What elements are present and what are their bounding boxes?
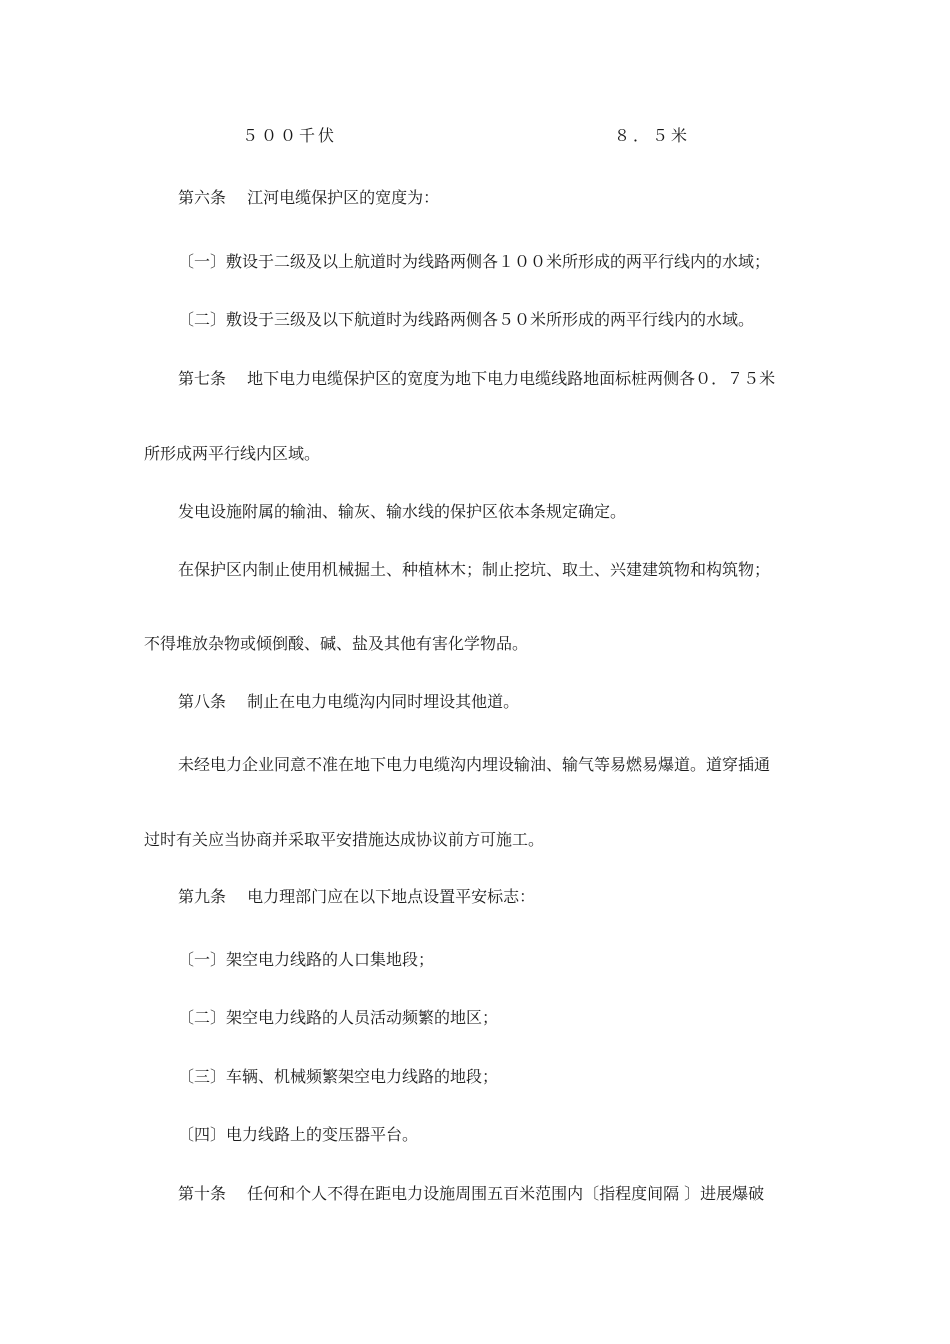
article-9-heading: 第九条 电力理部门应在以下地点设置平安标志： — [178, 887, 536, 906]
article-9-item-2: 〔二〕架空电力线路的人员活动频繁的地区； — [178, 1008, 499, 1027]
table-cell-voltage: ５００千伏 — [242, 126, 338, 145]
article-7-paragraph-3-line-2: 不得堆放杂物或倾倒酸、碱、盐及其他有害化学物品。 — [144, 634, 529, 653]
table-cell-distance: ８．５米 — [614, 126, 691, 145]
article-6-heading: 第六条 江河电缆保护区的宽度为： — [178, 188, 440, 207]
article-7-paragraph-2: 发电设施附属的输油、输灰、输水线的保护区依本条规定确定。 — [178, 502, 627, 521]
article-7-paragraph-3-line-1: 在保护区内制止使用机械掘土、种植林木；制止挖坑、取土、兴建建筑物和构筑物； — [178, 560, 771, 579]
article-9-item-3: 〔三〕车辆、机械频繁架空电力线路的地段； — [178, 1067, 499, 1086]
article-9-item-4: 〔四〕电力线路上的变压器平台。 — [178, 1125, 419, 1144]
article-6-item-2: 〔二〕敷设于三级及以下航道时为线路两侧各５０米所形成的两平行线内的水域。 — [178, 310, 755, 329]
article-6-item-1: 〔一〕敷设于二级及以上航道时为线路两侧各１００米所形成的两平行线内的水域； — [178, 252, 771, 271]
article-10-line-1: 第十条 任何和个人不得在距电力设施周围五百米范围内〔指程度间隔 〕进展爆破 — [178, 1184, 765, 1203]
article-8-paragraph-2-line-2: 过时有关应当协商并采取平安措施达成协议前方可施工。 — [144, 830, 545, 849]
article-7-line-2: 所形成两平行线内区域。 — [144, 444, 321, 463]
article-8-paragraph-2-line-1: 未经电力企业同意不准在地下电力电缆沟内埋设输油、输气等易燃易爆道。道穿插通 — [178, 755, 771, 774]
article-9-item-1: 〔一〕架空电力线路的人口集地段； — [178, 950, 435, 969]
article-7-line-1: 第七条 地下电力电缆保护区的宽度为地下电力电缆线路地面标桩两侧各０．７５米 — [178, 369, 776, 388]
article-8-heading: 第八条 制止在电力电缆沟内同时埋设其他道。 — [178, 692, 520, 711]
